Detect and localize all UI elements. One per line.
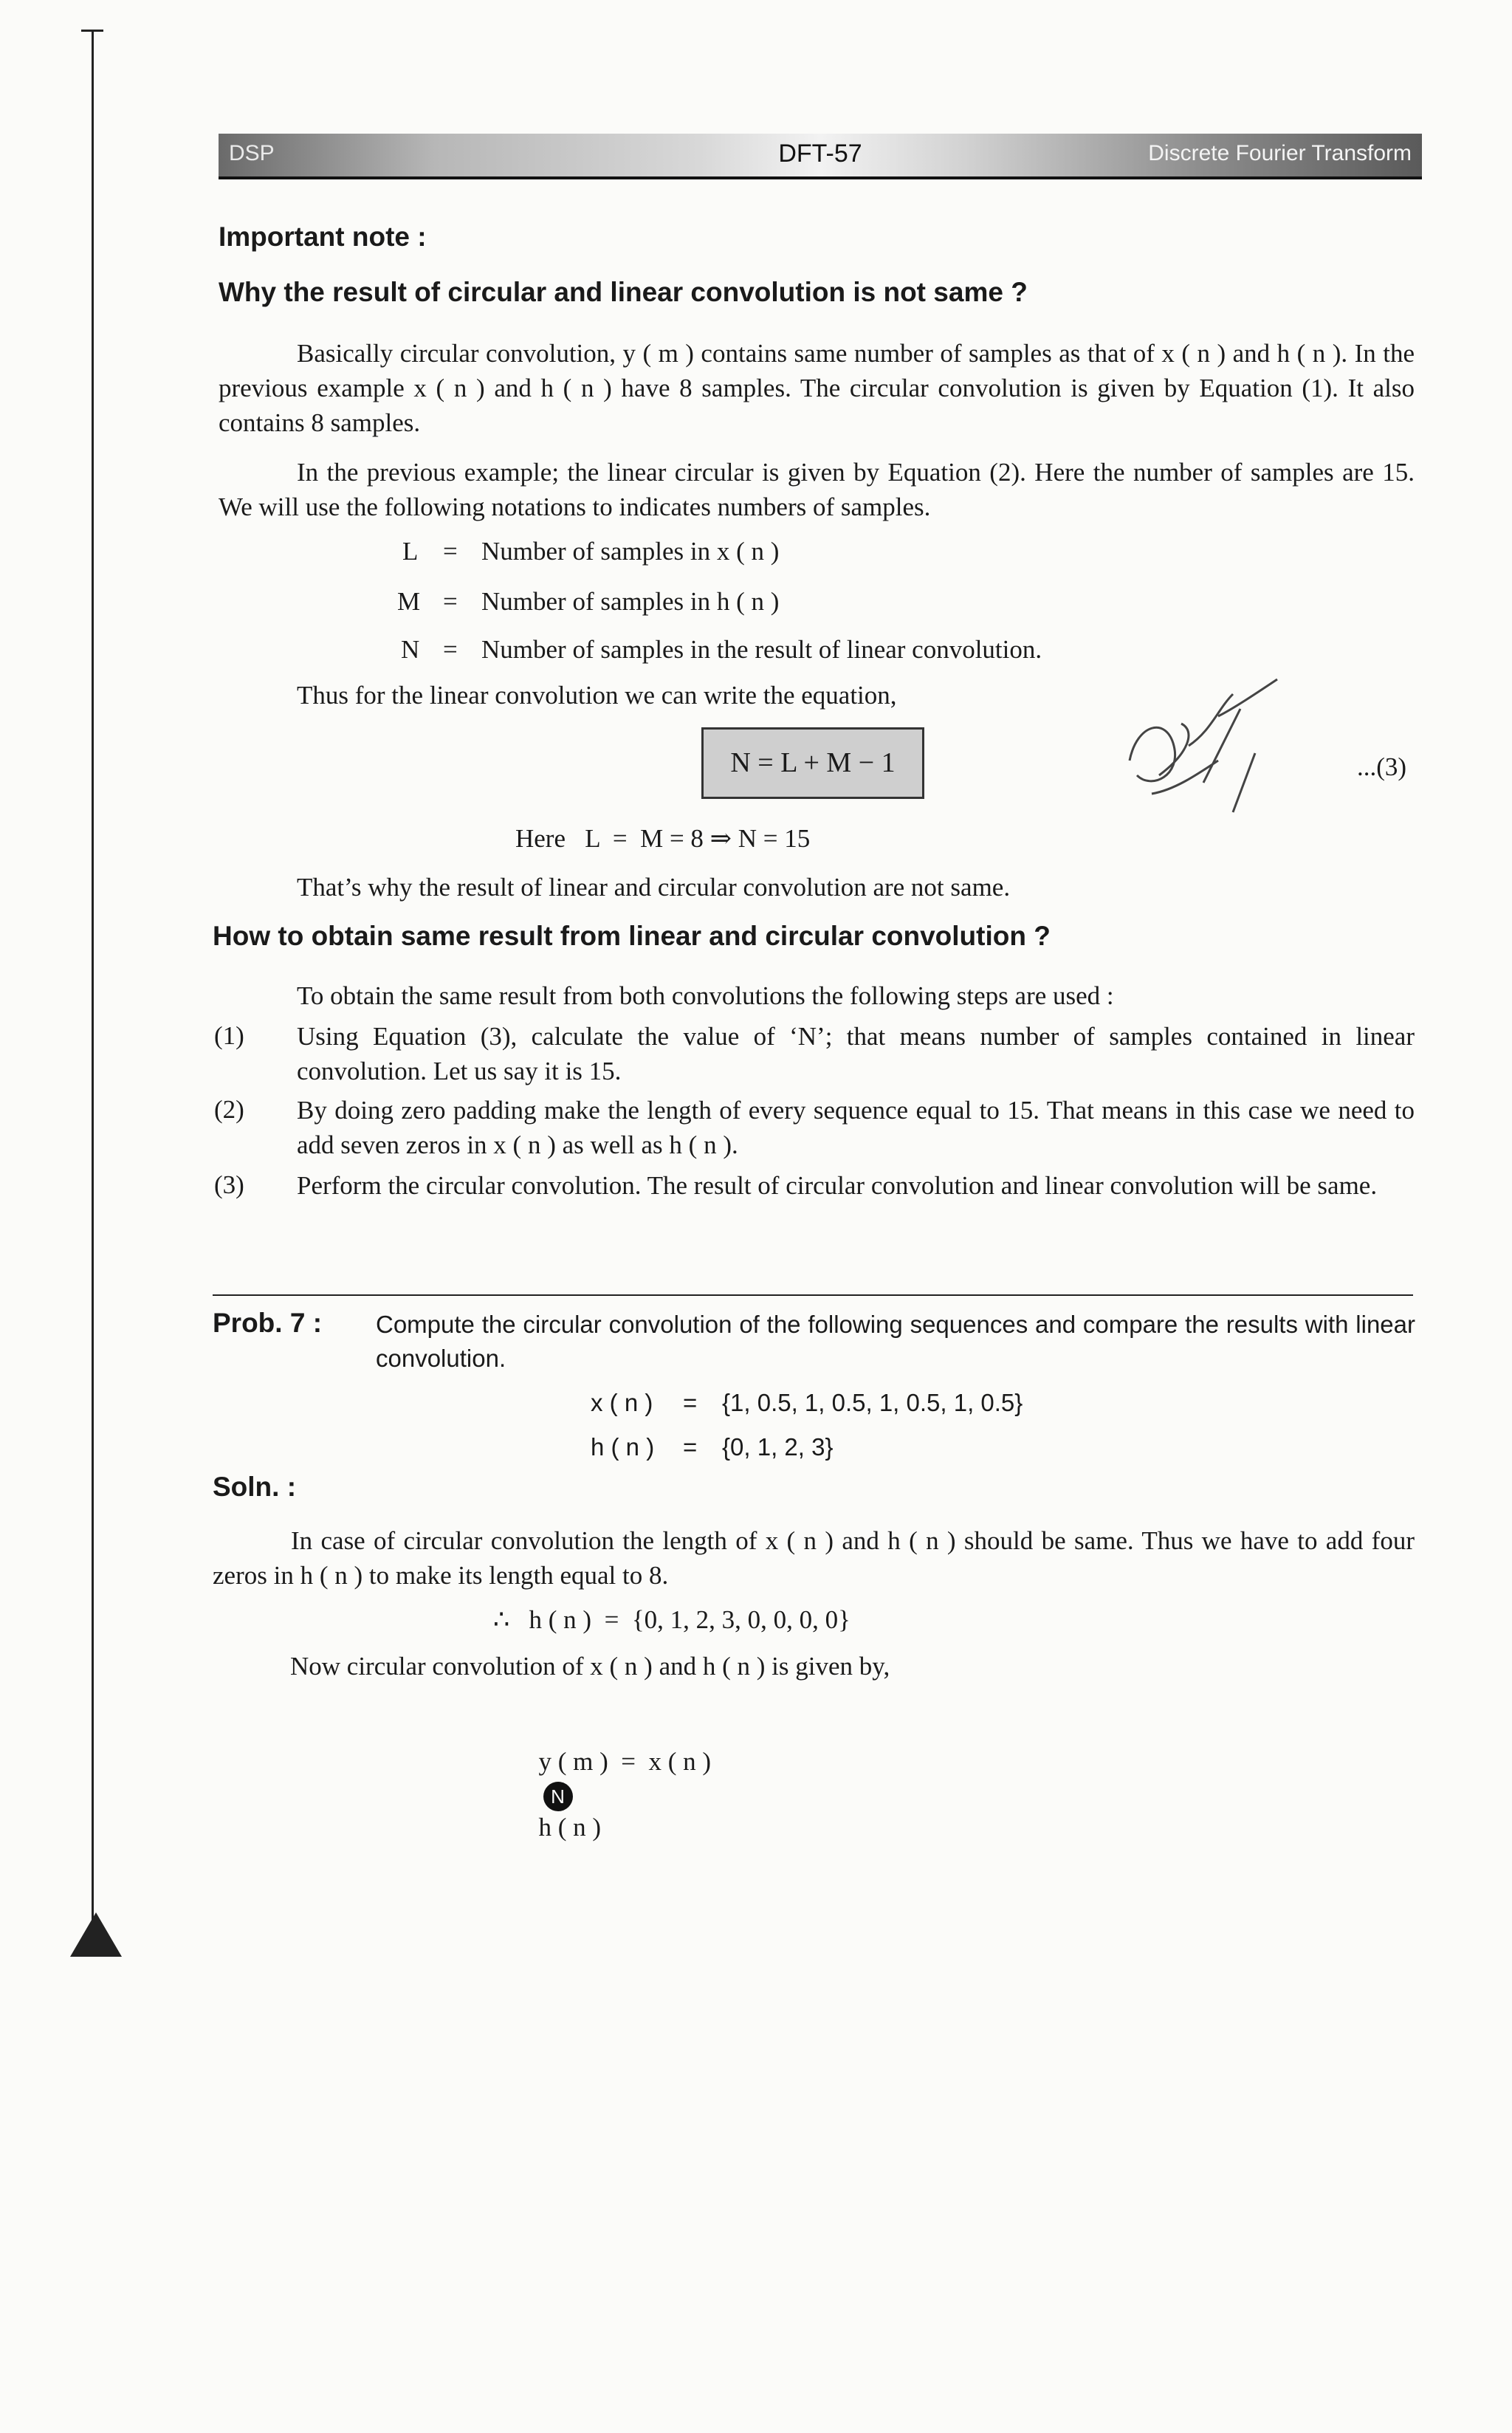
header-page-number: DFT-57 [778,140,862,168]
boxed-equation: N = L + M − 1 [701,727,924,799]
def-M-symbol: M [397,587,421,616]
h-lhs: h ( n ) [591,1433,655,1461]
def-M-eq: = [443,587,458,616]
problem-statement: Compute the circular convolution of the following sequences and compare the results with linear convolution. [376,1311,1415,1372]
def-L-text: Number of samples in x ( n ) [481,537,780,566]
binding-foot-mark [70,1912,122,1957]
h-sequence: {0, 1, 2, 3} [722,1433,834,1461]
step-2-number: (2) [214,1095,244,1124]
header-left: DSP [229,141,275,165]
circular-convolution-equation [526,1713,711,1844]
handwritten-signature [1107,665,1285,842]
header-right: Discrete Fourier Transform [1148,141,1412,165]
important-note-title: Important note : [219,222,427,252]
def-L-symbol: L [402,537,419,566]
how-to-heading: How to obtain same result from linear and circular convolution ? [213,921,1051,951]
thus-text: Thus for the linear convolution we can write the equation, [297,681,897,710]
paragraph-basically: Basically circular convolution, y ( m ) contains same number of samples as that of x ( n ) and h ( n ). In the previous example x ( n ) and h ( n ) have 8 samples. The circular convolution is given by Equation (1). It also contains 8 samples. [219,339,1415,437]
solution-paragraph: In case of circular convolution the length of x ( n ) and h ( n ) should be same. Thus we have to add four zeros in h ( n ) to make its length equal to 8. [213,1526,1415,1590]
paragraph-previous-example: In the previous example; the linear circular is given by Equation (2). Here the number of samples are 15. We will use the following notations to indicates numbers of samples. [219,458,1415,521]
why-heading: Why the result of circular and linear convolution is not same ? [219,277,1028,307]
steps-intro: To obtain the same result from both convolutions the following steps are used : [297,981,1114,1010]
def-N-text: Number of samples in the result of linear convolution. [481,635,1042,664]
x-lhs: x ( n ) [591,1389,653,1416]
def-N-symbol: N [401,635,420,664]
h-eq: = [683,1433,698,1461]
thats-why-text: That’s why the result of linear and circular convolution are not same. [297,873,1011,902]
here-line: Here L = M = 8 ⇒ N = 15 [515,824,811,853]
circular-conv-intro: Now circular convolution of x ( n ) and h ( n ) is given by, [290,1652,890,1681]
conv-rhs: h ( n ) [538,1812,602,1842]
binding-line [92,30,94,1942]
step-2-text: By doing zero padding make the length of every sequence equal to 15. That means in this case we need to add seven zeros in x ( n ) as well as h ( n ). [297,1096,1415,1159]
padded-h-sequence: ∴ h ( n ) = {0, 1, 2, 3, 0, 0, 0, 0} [493,1605,850,1634]
problem-label: Prob. 7 : [213,1308,323,1338]
circular-convolution-operator-icon: N [543,1782,573,1811]
x-sequence: {1, 0.5, 1, 0.5, 1, 0.5, 1, 0.5} [722,1389,1023,1416]
section-divider [213,1294,1413,1296]
page-header [219,134,1422,179]
def-N-eq: = [443,635,458,664]
equation-number: ...(3) [1357,752,1407,781]
step-3-text: Perform the circular convolution. The result of circular convolution and linear convolution will be same. [297,1171,1378,1200]
def-M-text: Number of samples in h ( n ) [481,587,780,616]
step-1-text: Using Equation (3), calculate the value of ‘N’; that means number of samples contained in linear convolution. Let us say it is 15. [297,1022,1415,1085]
step-3-number: (3) [214,1170,244,1199]
conv-lhs: y ( m ) = x ( n ) [538,1747,712,1776]
solution-label: Soln. : [213,1472,297,1502]
def-L-eq: = [443,537,458,566]
x-eq: = [683,1389,698,1416]
step-1-number: (1) [214,1021,244,1050]
